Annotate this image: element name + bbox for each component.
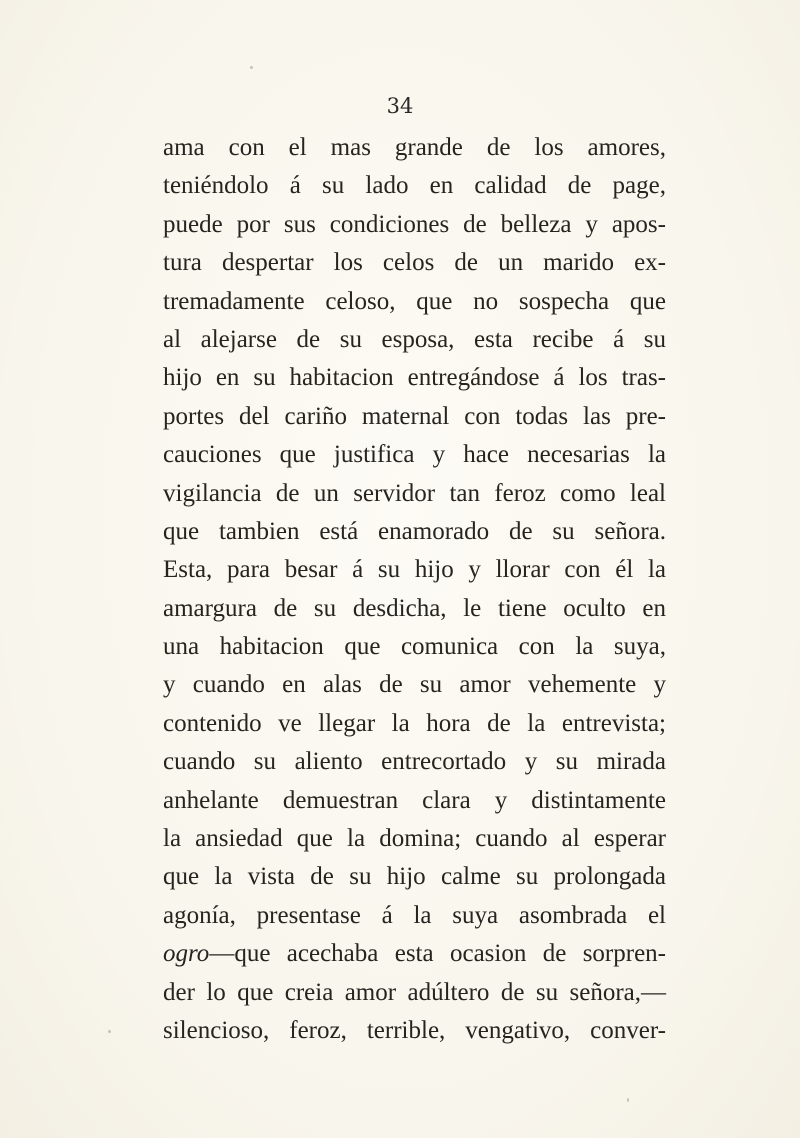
text-line: la ansiedad que la domina; cuando al esperar (163, 825, 666, 853)
body-text (163, 129, 666, 1050)
text-line: der lo que creia amor adúltero de su señora,— (163, 978, 666, 1006)
text-line: agonía, presentase á la suya asombrada el (163, 901, 666, 929)
paper-speck (627, 1098, 629, 1102)
paper-speck (108, 1030, 111, 1033)
text-line: hijo en su habitacion entregándose á los tras- (163, 364, 666, 392)
text-line: silencioso, feroz, terrible, vengativo, conver- (163, 1016, 666, 1044)
text-line: al alejarse de su esposa, esta recibe á su (163, 325, 666, 353)
text-line: y cuando en alas de su amor vehemente y (163, 671, 666, 699)
text-line-rest: —que acechaba esta ocasion de sorpren- (209, 940, 666, 968)
text-line: anhelante demuestran clara y distintamente (163, 786, 666, 814)
text-line: vigilancia de un servidor tan feroz como leal (163, 479, 666, 507)
paper-speck (250, 66, 253, 69)
text-line: tremadamente celoso, que no sospecha que (163, 287, 666, 315)
text-line: cuando su aliento entrecortado y su mirada (163, 748, 666, 776)
text-line: que la vista de su hijo calme su prolongada (163, 863, 666, 891)
text-line: teniéndolo á su lado en calidad de page, (163, 172, 666, 200)
text-line: amargura de su desdicha, le tiene oculto en (163, 594, 666, 622)
text-line-with-italic (163, 935, 666, 973)
page-number: 34 (386, 94, 414, 118)
text-line: contenido ve llegar la hora de la entrevista; (163, 709, 666, 737)
text-line: que tambien está enamorado de su señora. (163, 517, 666, 545)
text-line: puede por sus condiciones de belleza y apos- (163, 210, 666, 238)
text-line: portes del cariño maternal con todas las pre- (163, 402, 666, 430)
text-line: ama con el mas grande de los amores, (163, 134, 666, 161)
text-line: cauciones que justifica y hace necesarias la (163, 441, 666, 469)
text-line: tura despertar los celos de un marido ex- (163, 249, 666, 277)
text-line: una habitacion que comunica con la suya, (163, 633, 666, 661)
italic-word: ogro (163, 940, 210, 968)
text-line: Esta, para besar á su hijo y llorar con él la (163, 556, 666, 584)
